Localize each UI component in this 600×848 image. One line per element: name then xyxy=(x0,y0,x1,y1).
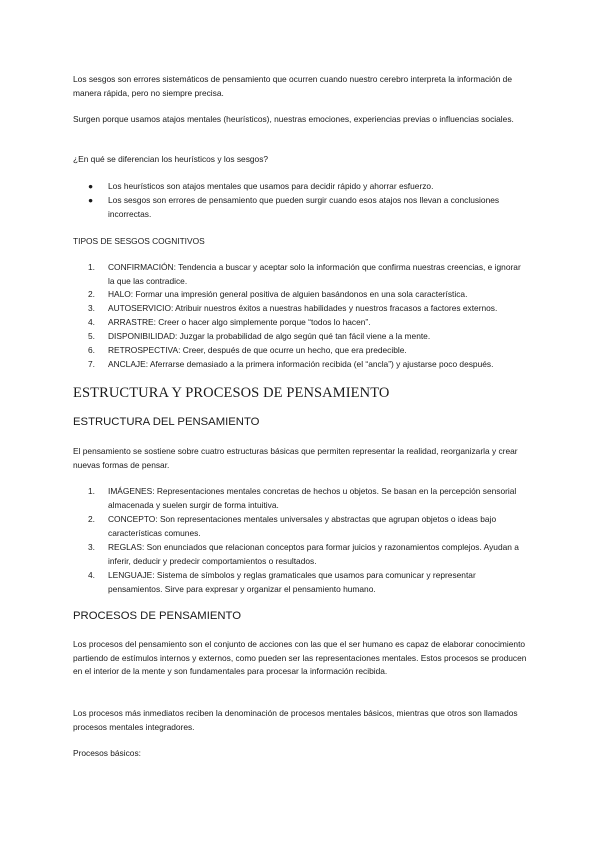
list-text: CONFIRMACIÓN: Tendencia a buscar y aceptar solo la información que confirma nuestras creencias, e ignorar la que las contradice. xyxy=(108,262,521,286)
section-title: ESTRUCTURA Y PROCESOS DE PENSAMIENTO xyxy=(73,385,390,401)
bullet-icon: ● xyxy=(88,181,94,191)
list-text: RETROSPECTIVA: Creer, después de que ocurre un hecho, que era predecible. xyxy=(108,345,407,355)
processes-paragraph-2: Los procesos más inmediatos reciben la denominación de procesos mentales básicos, mientras que otros son llamados procesos mentales integradores. xyxy=(73,708,518,732)
processes-heading: PROCESOS DE PENSAMIENTO xyxy=(73,610,242,622)
intro-question: ¿En qué se diferencian los heurísticos y los sesgos? xyxy=(73,154,269,164)
list-item xyxy=(0,180,600,194)
list-number: 1. xyxy=(88,486,95,496)
intro-paragraph-2: Surgen porque usamos atajos mentales (heurísticos), nuestras emociones, experiencias previas o influencias sociales. xyxy=(73,114,514,124)
list-number: 4. xyxy=(88,570,95,580)
list-text: LENGUAJE: Sistema de símbolos y reglas gramaticales que usamos para comunicar y representar pensamientos. Sirve para expresar y organizar el pensamiento humano. xyxy=(108,570,476,594)
list-item xyxy=(0,194,600,222)
list-number: 4. xyxy=(88,317,95,327)
list-text: ARRASTRE: Creer o hacer algo simplemente porque “todos lo hacen”. xyxy=(108,317,371,327)
bullet-icon: ● xyxy=(88,195,94,205)
list-text: CONCEPTO: Son representaciones mentales universales y abstractas que agrupan objetos o ideas bajo características comunes. xyxy=(108,514,497,538)
basic-processes-label: Procesos básicos: xyxy=(73,748,141,758)
types-heading: TIPOS DE SESGOS COGNITIVOS xyxy=(73,236,205,246)
list-number: 3. xyxy=(88,303,95,313)
list-text: HALO: Formar una impresión general positiva de alguien basándonos en una sola característica. xyxy=(108,289,468,299)
list-number: 3. xyxy=(88,542,95,552)
list-text: AUTOSERVICIO: Atribuir nuestros éxitos a nuestras habilidades y nuestros fracasos a factores externos. xyxy=(108,303,498,313)
list-text: ANCLAJE: Aferrarse demasiado a la primera información recibida (el “ancla”) y ajustarse poco después. xyxy=(108,359,494,369)
list-number: 2. xyxy=(88,289,95,299)
list-number: 2. xyxy=(88,514,95,524)
list-number: 7. xyxy=(88,359,95,369)
intro-paragraph-1: Los sesgos son errores sistemáticos de pensamiento que ocurren cuando nuestro cerebro interpreta la información de manera rápida, pero no siempre precisa. xyxy=(73,74,513,98)
processes-paragraph-1: Los procesos del pensamiento son el conjunto de acciones con las que el ser humano es capaz de elaborar conocimiento partiendo de estímulos internos y externos, como pueden ser las representaciones mentales. Estos procesos se producen en el interior de la mente y son fundamentales para procesar la información recibida. xyxy=(73,639,527,676)
list-number: 1. xyxy=(88,262,95,272)
list-number: 6. xyxy=(88,345,95,355)
list-text: IMÁGENES: Representaciones mentales concretas de hechos u objetos. Se basan en la percepción sensorial almacenada y suelen surgir de forma intuitiva. xyxy=(108,486,517,510)
bullet-text: Los heurísticos son atajos mentales que usamos para decidir rápido y ahorrar esfuerzo. xyxy=(108,181,434,191)
bullet-text: Los sesgos son errores de pensamiento que pueden surgir cuando esos atajos nos llevan a conclusiones incorrectas. xyxy=(108,195,500,219)
structure-intro: El pensamiento se sostiene sobre cuatro estructuras básicas que permiten representar la realidad, reorganizarla y crear nuevas formas de pensar. xyxy=(73,446,518,470)
list-number: 5. xyxy=(88,331,95,341)
list-text: DISPONIBILIDAD: Juzgar la probabilidad de algo según qué tan fácil viene a la mente. xyxy=(108,331,431,341)
list-text: REGLAS: Son enunciados que relacionan conceptos para formar juicios y razonamientos complejos. Ayudan a inferir, deducir y predecir comportamientos o resultados. xyxy=(108,542,519,566)
structure-heading: ESTRUCTURA DEL PENSAMIENTO xyxy=(73,416,260,428)
